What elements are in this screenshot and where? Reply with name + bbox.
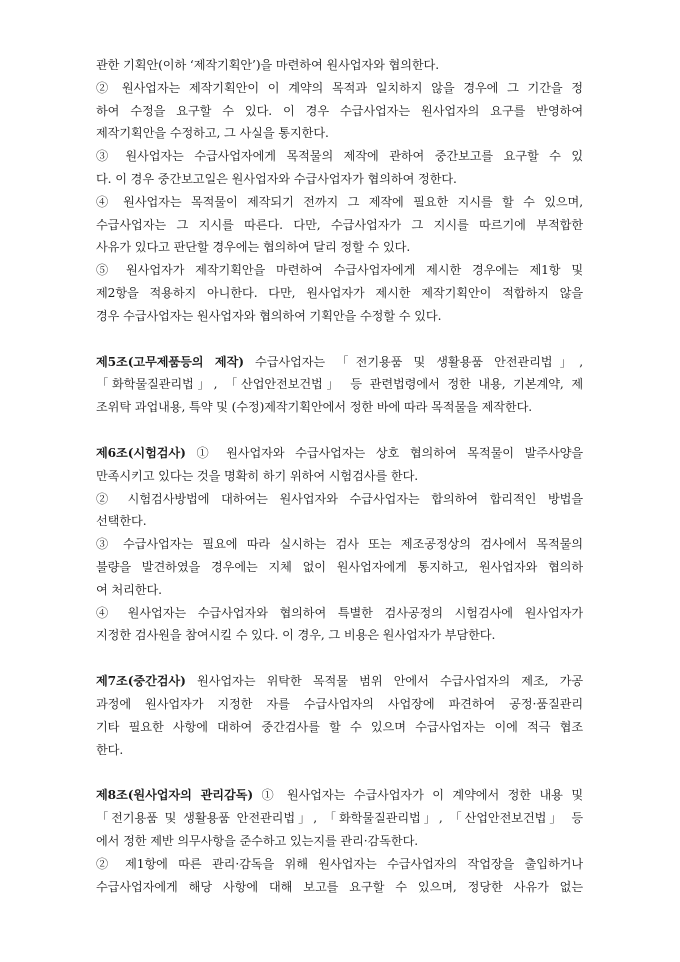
text-line: 하여 수정을 요구할 수 있다. 이 경우 수급사업자는 원사업자의 요구를 반영하여: [96, 103, 583, 118]
article-heading: 제7조(중간검사): [96, 674, 186, 689]
text-line: 조위탁 과업내용, 특약 및 (수정)제작기획안에서 정한 바에 따라 목적물을 제작한다.: [96, 400, 533, 415]
clause-8-paragraph-2: [96, 853, 583, 899]
text-line: [96, 442, 583, 465]
text-line: 수급사업자에게 해당 사항에 대해 보고를 요구할 수 있으며, 정당한 사유가 없는: [96, 879, 583, 894]
article-heading: 제8조(원사업자의 관리감독): [96, 788, 253, 803]
paragraph-gap: [96, 761, 583, 784]
paragraph-gap: [96, 647, 583, 670]
clause-6-paragraph-3: [96, 533, 583, 601]
article-heading: 제5조(고무제품등의 제작): [96, 354, 244, 369]
clause-6-paragraph-2: [96, 488, 583, 534]
text-line: ③ 원사업자는 수급사업자에게 목적물의 제작에 관하여 중간보고를 요구할 수 있: [96, 149, 583, 164]
text-line: ⑤ 원사업자가 제작기획안을 마련하여 수급사업자에게 제시한 경우에는 제1항 및: [96, 263, 583, 278]
text-line: ④ 원사업자는 목적물이 제작되기 전까지 그 제작에 필요한 지시를 할 수 있으며,: [96, 194, 583, 209]
article-5: [96, 351, 583, 419]
text-line: 제작기획안을 수정하고, 그 사실을 통지한다.: [96, 126, 329, 141]
text-line: 과정에 원사업자가 지정한 자를 수급사업자의 사업장에 파견하여 공정·품질관리: [96, 696, 583, 711]
paragraph-gap: [96, 328, 583, 351]
text-line: ③ 수급사업자는 필요에 따라 실시하는 검사 또는 제조공정상의 검사에서 목적물의: [96, 537, 583, 552]
article-text: ① 원사업자는 수급사업자가 이 계약에서 정한 내용 및: [253, 788, 583, 803]
text-line: 에서 정한 제반 의무사항을 준수하고 있는지를 관리·감독한다.: [96, 833, 419, 848]
article-text: ① 원사업자와 수급사업자는 상호 협의하여 목적물이 발주사양을: [185, 445, 583, 460]
text-line: 사유가 있다고 판단할 경우에는 협의하여 달리 정할 수 있다.: [96, 240, 411, 255]
clause-6-paragraph-4: [96, 602, 583, 648]
paragraph-continuation: [96, 54, 583, 77]
text-line: 「전기용품 및 생활용품 안전관리법」, 「화학물질관리법」, 「산업안전보건법」 등: [96, 811, 583, 826]
clause-4-paragraph-2: [96, 77, 583, 145]
text-line: 수급사업자는 그 지시를 따른다. 다만, 수급사업자가 그 지시를 따르기에 부적합한: [96, 217, 583, 232]
article-text: 수급사업자는 「전기용품 및 생활용품 안전관리법」,: [243, 354, 583, 369]
text-line: [96, 784, 583, 807]
text-line: 기타 필요한 사항에 대하여 중간검사를 할 수 있으며 수급사업자는 이에 적극 협조: [96, 719, 583, 734]
article-7: [96, 670, 583, 761]
text-line: 「화학물질관리법」, 「산업안전보건법」 등 관련법령에서 정한 내용, 기본계약, 제: [96, 377, 583, 392]
text-line: 만족시키고 있다는 것을 명확히 하기 위하여 시험검사를 한다.: [96, 468, 419, 483]
text-line: 지정한 검사원을 참여시킬 수 있다. 이 경우, 그 비용은 원사업자가 부담한다.: [96, 628, 496, 643]
text-line: [96, 670, 583, 693]
text-line: ② 시험검사방법에 대하여는 원사업자와 수급사업자는 합의하여 합리적인 방법을: [96, 491, 583, 506]
text-line: ④ 원사업자는 수급사업자와 협의하여 특별한 검사공정의 시험검사에 원사업자가: [96, 605, 583, 620]
article-heading: 제6조(시험검사): [96, 445, 186, 460]
text-line: 제2항을 적용하지 아니한다. 다만, 원사업자가 제시한 제작기획안이 적합하지 않을: [96, 285, 583, 300]
text-line: 여 처리한다.: [96, 582, 162, 597]
text-line: 경우 수급사업자는 원사업자와 협의하여 기획안을 수정할 수 있다.: [96, 308, 442, 323]
article-8: [96, 784, 583, 852]
clause-4-paragraph-4: [96, 191, 583, 259]
text-line: ② 원사업자는 제작기획안이 이 계약의 목적과 일치하지 않을 경우에 그 기간을 정: [96, 80, 583, 95]
text-line: [96, 351, 583, 374]
text-line: 다. 이 경우 중간보고일은 원사업자와 수급사업자가 협의하여 정한다.: [96, 171, 457, 186]
article-6: [96, 442, 583, 488]
contract-page: [96, 54, 583, 898]
clause-4-paragraph-5: [96, 259, 583, 327]
text-line: 선택한다.: [96, 514, 147, 529]
text-line: 관한 기획안(이하 ‘제작기획안’)을 마련하여 원사업자와 협의한다.: [96, 58, 440, 72]
text-line: 불량을 발견하였을 경우에는 지체 없이 원사업자에게 통지하고, 원사업자와 협의하: [96, 559, 583, 574]
clause-4-paragraph-3: [96, 145, 583, 191]
paragraph-gap: [96, 419, 583, 442]
text-line: 한다.: [96, 742, 124, 757]
article-text: 원사업자는 위탁한 목적물 범위 안에서 수급사업자의 제조, 가공: [185, 674, 583, 689]
text-line: ② 제1항에 따른 관리·감독을 위해 원사업자는 수급사업자의 작업장을 출입하거나: [96, 856, 583, 871]
